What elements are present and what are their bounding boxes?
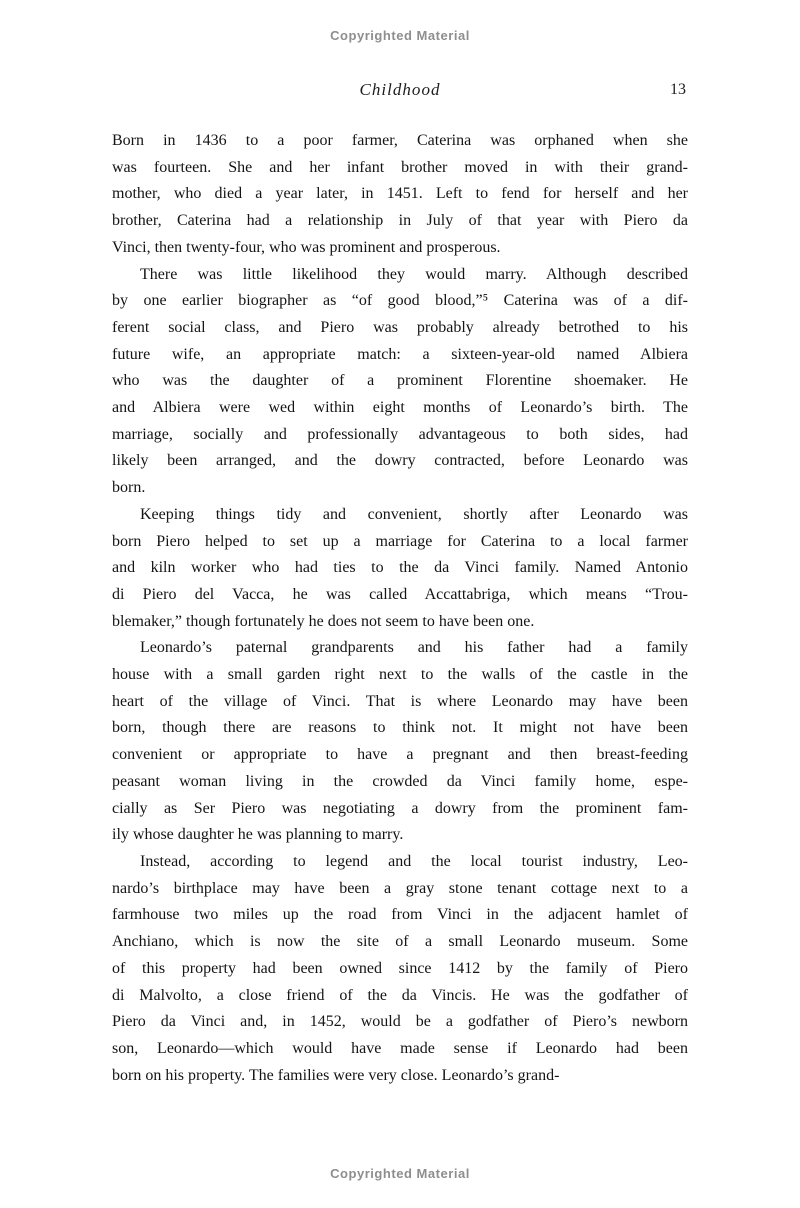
text-line: convenient or appropriate to have a pregnant and then breast-feeding <box>112 746 688 764</box>
text-line: cially as Ser Piero was negotiating a dowry from the prominent fam- <box>112 799 688 817</box>
text-line: and Albiera were wed within eight months of Leonardo’s birth. The <box>112 399 688 417</box>
text-line: born Piero helped to set up a marriage for Caterina to a local farmer <box>112 532 688 550</box>
text-line: born, though there are reasons to think not. It might not have been <box>112 719 688 737</box>
text-line: brother, Caterina had a relationship in July of that year with Piero da <box>112 212 688 230</box>
text-line: house with a small garden right next to the walls of the castle in the <box>112 666 688 684</box>
running-head: Childhood <box>359 80 441 99</box>
text-line: Instead, according to legend and the local tourist industry, Leo- <box>140 852 688 870</box>
copyright-notice-top: Copyrighted Material <box>330 28 470 43</box>
text-line: blemaker,” though fortunately he does not seem to have been one. <box>112 612 535 630</box>
text-line: Keeping things tidy and convenient, shortly after Leonardo was <box>140 505 688 523</box>
text-line: born on his property. The families were very close. Leonardo’s grand- <box>112 1066 560 1084</box>
text-line: ferent social class, and Piero was probably already betrothed to his <box>112 318 688 336</box>
paragraph <box>112 502 688 636</box>
text-line: Piero da Vinci and, in 1452, would be a godfather of Piero’s newborn <box>112 1013 688 1031</box>
text-line: di Malvolto, a close friend of the da Vincis. He was the godfather of <box>112 986 688 1004</box>
text-line: who was the daughter of a prominent Florentine shoemaker. He <box>112 372 688 390</box>
page-number: 13 <box>670 81 686 98</box>
text-line: future wife, an appropriate match: a sixteen-year-old named Albiera <box>112 345 688 363</box>
text-line: was fourteen. She and her infant brother moved in with their grand- <box>112 158 688 176</box>
text-line: peasant woman living in the crowded da Vinci family home, espe- <box>112 772 688 790</box>
text-line: born. <box>112 479 146 497</box>
text-line: heart of the village of Vinci. That is where Leonardo may have been <box>112 692 688 710</box>
page-header <box>112 80 688 104</box>
text-line: nardo’s birthplace may have been a gray stone tenant cottage next to a <box>112 879 688 897</box>
text-line: son, Leonardo—which would have made sense if Leonardo had been <box>112 1039 688 1057</box>
text-line: and kiln worker who had ties to the da Vinci family. Named Antonio <box>112 559 688 577</box>
text-line: likely been arranged, and the dowry contracted, before Leonardo was <box>112 452 688 470</box>
text-line: di Piero del Vacca, he was called Accattabriga, which means “Trou- <box>112 585 688 603</box>
text-line: Anchiano, which is now the site of a small Leonardo museum. Some <box>112 933 688 951</box>
copyright-notice-bottom: Copyrighted Material <box>330 1166 470 1181</box>
text-line: farmhouse two miles up the road from Vinci in the adjacent hamlet of <box>112 906 688 924</box>
text-line: Leonardo’s paternal grandparents and his father had a family <box>140 639 688 657</box>
text-line: of this property had been owned since 1412 by the family of Piero <box>112 959 688 977</box>
text-line: Born in 1436 to a poor farmer, Caterina was orphaned when she <box>112 132 688 149</box>
text-line: There was little likelihood they would marry. Although described <box>140 265 688 283</box>
text-line: mother, who died a year later, in 1451. Left to fend for herself and her <box>112 185 688 203</box>
body-text <box>112 128 688 1089</box>
text-line: Vinci, then twenty-four, who was prominent and prosperous. <box>112 238 501 256</box>
paragraph <box>112 262 688 502</box>
paragraph <box>112 635 688 849</box>
paragraph <box>112 849 688 1089</box>
text-line: marriage, socially and professionally advantageous to both sides, had <box>112 425 688 443</box>
paragraph <box>112 128 688 262</box>
text-line: by one earlier biographer as “of good blood,”⁵ Caterina was of a dif- <box>112 292 688 310</box>
text-line: ily whose daughter he was planning to marry. <box>112 826 404 844</box>
